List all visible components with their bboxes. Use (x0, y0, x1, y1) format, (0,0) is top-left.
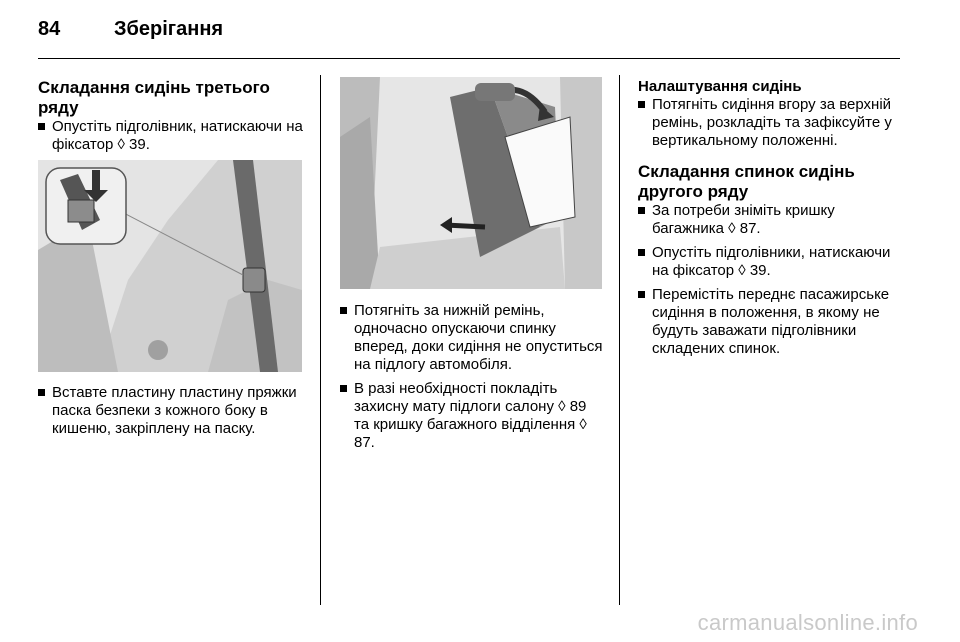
column-3 (638, 78, 908, 364)
watermark: carmanualsonline.info (697, 610, 918, 635)
column-2 (340, 302, 604, 458)
list-item (340, 380, 604, 452)
section-heading-second-row: Складання спинок сидінь другого ряду (638, 162, 855, 201)
instruction-list-3b (638, 202, 908, 358)
figure-fold-backrest (340, 77, 602, 289)
column-divider-1 (320, 75, 321, 605)
bullet-icon (38, 389, 45, 396)
list-item (38, 118, 304, 154)
instruction-list-1 (38, 118, 304, 154)
bullet-icon (638, 249, 645, 256)
seatbelt-illustration (38, 160, 302, 372)
column-1 (38, 78, 304, 160)
list-item-text: Опустіть підголівники, натискаючи на фіксатор ◊ 39. (652, 244, 891, 279)
bullet-icon (638, 291, 645, 298)
list-item (638, 202, 908, 238)
bullet-icon (638, 101, 645, 108)
column-divider-2 (619, 75, 620, 605)
figure-seatbelt-buckle (38, 160, 302, 372)
page-number: 84 (38, 18, 61, 40)
bullet-icon (340, 385, 347, 392)
list-item-text: В разі необхідності покладіть захисну мату підлоги салону ◊ 89 та кришку багажного відділення ◊ 87. (354, 380, 587, 451)
page-header-title: Зберігання (114, 18, 224, 40)
section-heading-third-row: Складання сидінь третього ряду (38, 78, 270, 117)
list-item-text: За потреби зніміть кришку багажника ◊ 87. (652, 202, 835, 237)
instruction-list-3a (638, 96, 908, 150)
list-item-text: Потягніть за нижній ремінь, одночасно опускаючи спинку вперед, доки сидіння не опуститься на підлогу автомобіля. (354, 302, 603, 373)
column-1-lower (38, 384, 304, 444)
bullet-icon (638, 207, 645, 214)
header-rule (38, 58, 900, 59)
fold-backrest-illustration (340, 77, 602, 289)
section-heading-seat-setup: Налаштування сидінь (638, 78, 802, 95)
bullet-icon (38, 123, 45, 130)
list-item (340, 302, 604, 374)
list-item-text: Перемістіть переднє пасажирське сидіння в положення, в якому не будуть заважати підголівники складених спинок. (652, 286, 890, 357)
list-item-text: Вставте пластину пластину пряжки паска безпеки з кожного боку в кишеню, закріплену на паску. (52, 384, 297, 437)
bullet-icon (340, 307, 347, 314)
list-item (638, 96, 908, 150)
list-item (638, 244, 908, 280)
list-item (38, 384, 304, 438)
instruction-list-2 (340, 302, 604, 452)
list-item (638, 286, 908, 358)
instruction-list-1b (38, 384, 304, 438)
list-item-text: Потягніть сидіння вгору за верхній ремінь, розкладіть та зафіксуйте у вертикальному положенні. (652, 96, 892, 149)
list-item-text: Опустіть підголівник, натискаючи на фіксатор ◊ 39. (52, 118, 303, 153)
